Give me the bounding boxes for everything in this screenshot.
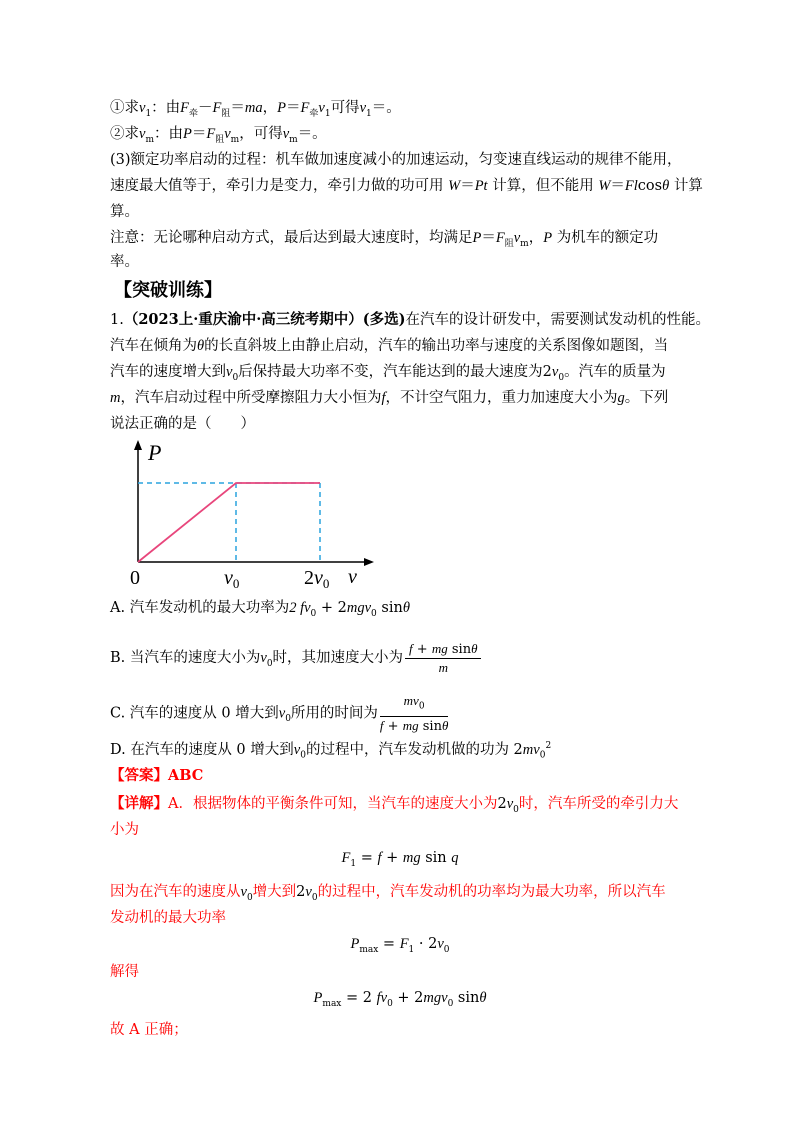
section-title: 【突破训练】 [114,280,222,301]
question-line-1: 1.（2023上·重庆渝中·高三统考期中）(多选)在汽车的设计研发中，需要测试发动机的性能。 [110,311,711,328]
question-line-4: m，汽车启动过程中所受摩擦阻力大小恒为f，不计空气阻力，重力加速度大小为g。下列 [110,390,669,406]
question-line-5: 说法正确的是（ ） [110,416,255,432]
intro-line-7: 率。 [110,254,139,270]
answer-line: 【答案】ABC [110,767,204,784]
equation-3: $P_{max} = 2$ $fv_0 + 2mgv_0$ sinθ [313,990,487,1009]
x-axis-label: v [348,566,357,588]
y-axis-label: P [148,440,162,465]
intro-line-4: 速度最大值等于，牵引力是变力，牵引力做的功可用 W＝Pt 计算，但不能用 W＝Flcosθ 计算 [110,178,703,194]
tick-0: 0 [130,567,140,589]
question-line-3: 汽车的速度增大到$v_0$后保持最大功率不变，汽车能达到的最大速度为$2v_0$。汽车的质量为 [110,364,666,383]
detail-line-5: 解得 [110,964,139,980]
intro-line-3: (3)额定功率启动的过程：机车做加速度减小的加速运动，匀变速直线运动的规律不能用， [110,152,682,168]
power-velocity-chart [118,440,378,590]
detail-line-3: 因为在汽车的速度从$v_0$增大到$2v_0$的过程中，汽车发动机的功率均为最大功率，所以汽车 [110,884,666,903]
option-d[interactable]: D. 在汽车的速度从 0 增大到$v_0$的过程中，汽车发动机做的功为 $2mv_0^2$ [110,741,552,761]
intro-line-5: 算。 [110,204,139,220]
equation-1: $F_1 = f$ + mg sin q [341,850,459,869]
x-axis-arrow [364,558,374,566]
detail-line-1: 【详解】A．根据物体的平衡条件可知，当汽车的速度大小为$2v_0$时，汽车所受的牵引力大 [110,795,679,815]
detail-line-6: 故 A 正确； [110,1022,188,1038]
detail-line-4: 发动机的最大功率 [110,910,226,926]
series-line [138,483,320,562]
intro-line-2: ②求$v_m$：由$P=F_阻v_m$，可得$v_m=$。 [110,126,327,145]
option-b[interactable]: B. 当汽车的速度大小为$v_0$时，其加速度大小为 $\frac{\text{f + mg sinθ}}{m}$ [110,640,483,676]
tick-v0: $v_0$ [224,567,240,590]
intro-line-1: ①求$v_1$：由$F_牵-F_阻=ma$，$P=F_牵v_1$可得$v_1=$。 [110,100,401,119]
y-axis-arrow [134,440,142,450]
equation-2: $P_{max} = F_1 \cdot 2v_0$ [350,936,450,955]
tick-2v0: $2v_0$ [304,567,330,590]
intro-line-6: 注意：无论哪种启动方式，最后达到最大速度时，均满足$P=F_阻v_m$，P 为机车的额定功 [110,230,659,249]
question-line-2: 汽车在倾角为θ的长直斜坡上由静止启动，汽车的输出功率与速度的关系图像如题图，当 [110,338,669,354]
detail-line-2: 小为 [110,822,139,838]
option-c[interactable]: C. 汽车的速度从 0 增大到$v_0$所用的时间为 $\frac{mv_0}{\text{f + mg sinθ}}$ [110,693,449,734]
option-a[interactable]: A. 汽车发动机的最大功率为2 $fv_0 + 2mgv_0$ sinθ [110,600,410,619]
